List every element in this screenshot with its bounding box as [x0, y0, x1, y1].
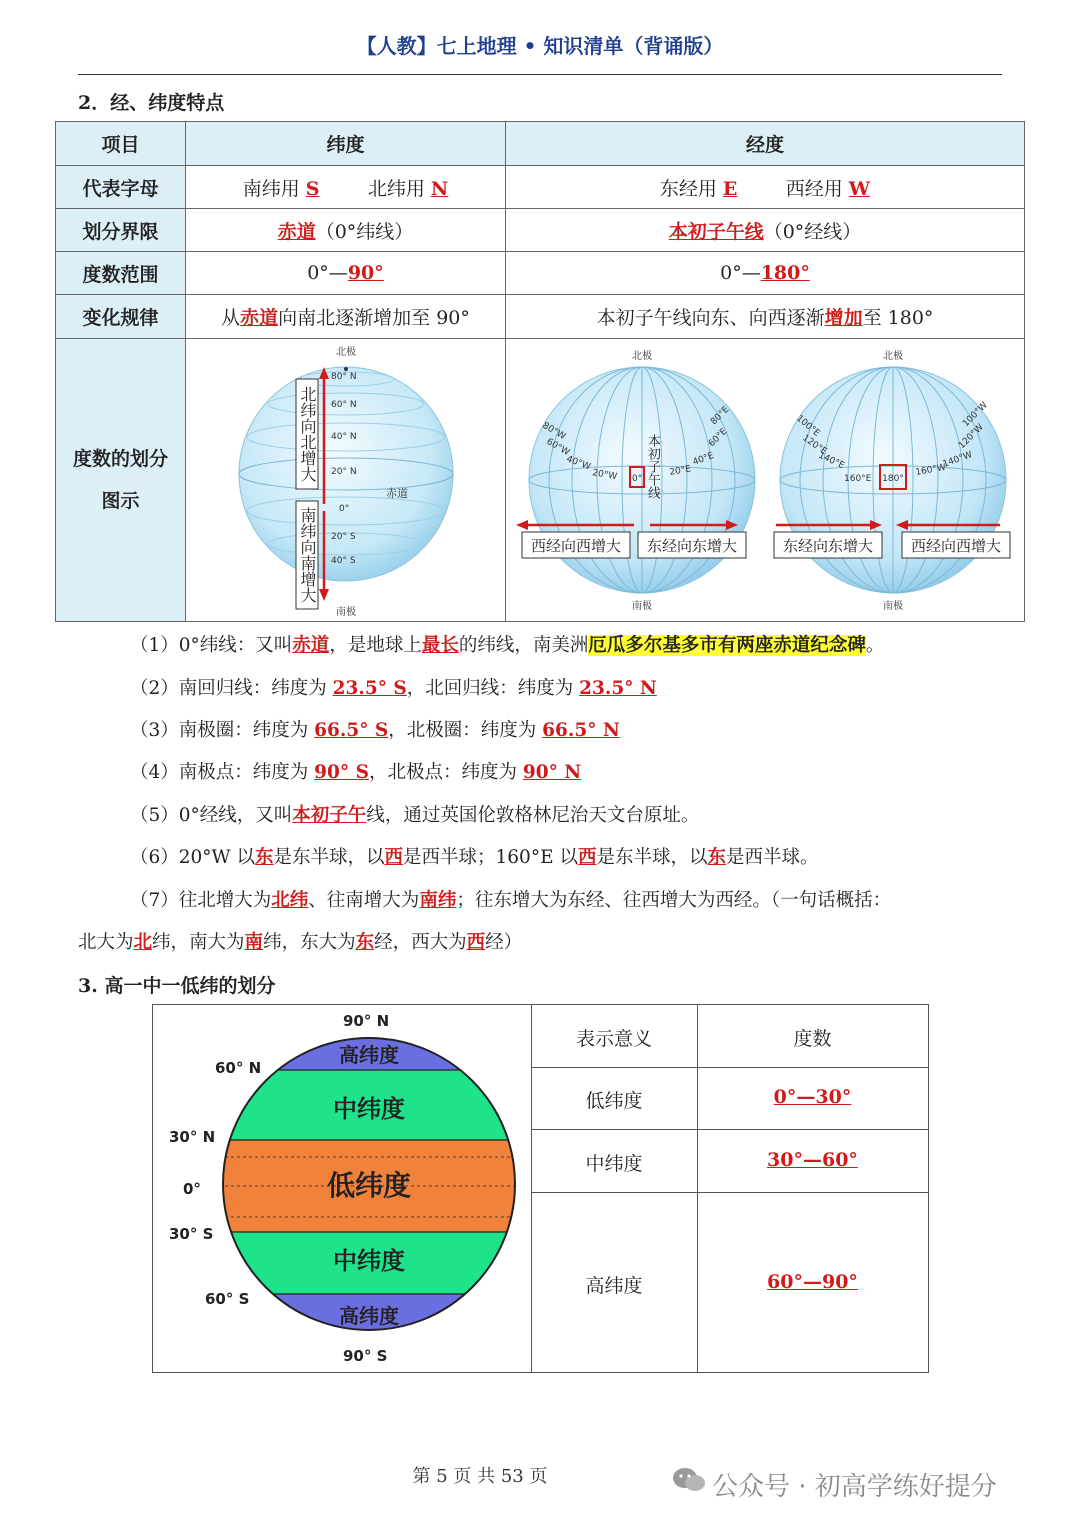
diagram-label-1: 度数的划分	[72, 448, 168, 470]
diagram-label-2: 图示	[101, 490, 140, 512]
note-5: （5）0°经线，又叫本初子午线，通过英国伦敦格林尼治天文台原址。	[130, 805, 700, 826]
lat-boundary-note: （0°纬线）	[315, 220, 414, 243]
lon1-south-pole: 南极	[632, 601, 652, 612]
lon1-right-box: 东经向东增大	[646, 537, 738, 555]
lat-north-box: 北纬向北增大	[298, 386, 317, 482]
lon1-meridian-label: 本初子午线	[645, 434, 660, 499]
lat-tick-40n: 40° N	[331, 432, 357, 442]
divider	[697, 1005, 698, 1372]
lon-rule-answer: 增加	[824, 307, 863, 329]
lon1-tick-40w: 40°W	[564, 454, 592, 473]
lon-range-cell	[506, 252, 1025, 295]
note-1: （1）0°纬线：又叫赤道，是地球上最长的纬线，南美洲厄瓜多尔基多市有两座赤道纪念碑。	[130, 635, 885, 656]
longitude-globes-diagram	[506, 339, 1023, 620]
lon2-tick-100e: 100°E	[794, 413, 822, 439]
lon1-left-box: 西经向西增大	[530, 537, 622, 555]
label-0: 0°	[183, 1180, 201, 1198]
row-rule	[56, 295, 1025, 339]
col-header-latitude: 纬度	[186, 122, 506, 166]
col-header-longitude: 经度	[506, 122, 1025, 166]
lon2-tick-100w: 100°W	[961, 400, 990, 430]
lon-range-answer: 180°	[760, 262, 810, 284]
globe-180-meridian	[774, 349, 1010, 612]
lat-rule-cell	[186, 295, 506, 339]
header-divider	[78, 74, 1002, 75]
lon-w-prefix: 西经用	[785, 177, 843, 200]
wechat-icon	[672, 1466, 706, 1494]
zone-row-low-value: 0°—30°	[773, 1086, 852, 1108]
row-label: 划分界限	[56, 209, 186, 252]
col-header-item: 项目	[56, 122, 186, 166]
note-1-answer-2: 最长	[421, 635, 459, 656]
lat-north-pole-label: 北极	[336, 347, 356, 358]
zone-row-high-name: 高纬度	[585, 1275, 643, 1297]
band-high-south: 高纬度	[339, 1304, 399, 1328]
lat-tick-0: 0°	[339, 504, 350, 514]
globe-east-west-of-prime-meridian	[516, 349, 755, 612]
zone-row-mid-name: 中纬度	[585, 1153, 643, 1175]
section-3-title: 3. 高一中一低纬的划分	[78, 975, 276, 997]
note-4-answer-2: 90° N	[522, 762, 582, 783]
lon1-tick-20w: 20°W	[591, 468, 618, 483]
lat-tick-60n: 60° N	[331, 400, 357, 410]
band-low: 低纬度	[326, 1169, 412, 1202]
note-3-answer-1: 66.5° S	[314, 720, 389, 741]
zone-row-high-value: 60°—90°	[767, 1271, 858, 1293]
zone-row-mid-value: 30°—60°	[767, 1149, 858, 1171]
lon1-tick-80e: 80°E	[709, 404, 732, 428]
row-label	[56, 339, 186, 622]
lon2-tick-120e: 120°E	[800, 433, 829, 458]
row-boundary	[56, 209, 1025, 252]
lon1-north-pole: 北极	[632, 351, 652, 362]
zone-row-low-name: 低纬度	[585, 1090, 643, 1112]
lon-e-answer: E	[722, 177, 738, 200]
lat-south-pole-label: 南极	[336, 607, 356, 618]
lon1-tick-80w: 80°W	[540, 420, 568, 443]
note-5-answer-1: 本初子午	[292, 805, 367, 826]
label-90s: 90° S	[343, 1347, 388, 1365]
label-30s: 30° S	[169, 1225, 214, 1243]
lat-lon-table	[55, 121, 1025, 622]
lon-rule-b: 至 180°	[862, 307, 934, 329]
lon-rule-a: 本初子午线向东、向西逐渐	[596, 307, 825, 329]
lat-tick-20n: 20° N	[331, 467, 357, 477]
band-high-north: 高纬度	[339, 1043, 399, 1067]
note-4: （4）南极点：纬度为 90° S，北极点：纬度为 90° N	[130, 762, 582, 783]
lat-boundary-cell	[186, 209, 506, 252]
lon2-north-pole: 北极	[883, 351, 903, 362]
lon2-tick-160w: 160°W	[914, 462, 947, 478]
section-2-title: 2．经、纬度特点	[78, 92, 225, 114]
note-2-answer-1: 23.5° S	[332, 678, 407, 699]
note-3-answer-2: 66.5° N	[542, 720, 620, 741]
lat-rule-b: 向南北逐渐增加至 90°	[278, 307, 470, 329]
lat-letters-cell	[186, 166, 506, 209]
label-90n: 90° N	[343, 1012, 390, 1030]
note-7-continued: 北大为北纬，南大为南纬，东大为东经，西大为西经）	[78, 932, 523, 953]
divider	[531, 1067, 928, 1068]
note-2: （2）南回归线：纬度为 23.5° S，北回归线：纬度为 23.5° N	[130, 678, 657, 699]
lon2-left-box: 东经向东增大	[782, 537, 874, 555]
lat-s-prefix: 南纬用	[242, 177, 300, 200]
note-4-answer-1: 90° S	[314, 762, 369, 783]
lon1-tick-60w: 60°W	[544, 436, 572, 459]
lon-w-answer: W	[848, 177, 871, 200]
lat-south-box: 南纬向南增大	[298, 507, 317, 603]
divider	[531, 1192, 928, 1193]
lat-tick-20s: 20° S	[331, 532, 356, 542]
row-label: 变化规律	[56, 295, 186, 339]
lon2-south-pole: 南极	[883, 601, 903, 612]
lon-boundary-answer: 本初子午线	[668, 220, 764, 243]
lat-boundary-answer: 赤道	[277, 220, 316, 243]
lat-range-answer: 90°	[347, 262, 384, 284]
lat-rule-answer: 赤道	[240, 307, 279, 329]
lat-range-cell	[186, 252, 506, 295]
lon-letters-cell	[506, 166, 1025, 209]
note-2-answer-2: 23.5° N	[579, 678, 657, 699]
lat-equator-label: 赤道	[386, 487, 408, 500]
label-60s: 60° S	[205, 1290, 250, 1308]
lon1-center-label: 0°	[632, 474, 643, 484]
page-number: 第 5 页 共 53 页	[412, 1466, 548, 1487]
note-6: （6）20°W 以东是东半球，以西是西半球；160°E 以西是东半球，以东是西半球。	[130, 847, 819, 868]
lon-rule-cell	[506, 295, 1025, 339]
label-30n: 30° N	[169, 1128, 216, 1146]
lon2-tick-160e: 160°E	[844, 474, 872, 484]
watermark: 公众号 · 初高学练好提分	[712, 1472, 997, 1502]
lon2-right-box: 西经向西增大	[910, 537, 1002, 555]
latitude-zones-box	[152, 1004, 929, 1373]
band-mid-south: 中纬度	[333, 1247, 405, 1275]
lon-boundary-cell	[506, 209, 1025, 252]
lat-n-prefix: 北纬用	[367, 177, 425, 200]
lat-diagram-cell	[186, 339, 506, 622]
divider	[531, 1129, 928, 1130]
label-60n: 60° N	[215, 1059, 262, 1077]
row-label: 度数范围	[56, 252, 186, 295]
lon1-tick-20e: 20°E	[668, 464, 692, 478]
latitude-zones-globe	[153, 1005, 531, 1372]
page-header-title: 【人教】七上地理 • 知识清单（背诵版）	[356, 34, 724, 58]
lat-tick-40s: 40° S	[331, 556, 356, 566]
band-mid-north: 中纬度	[333, 1095, 405, 1123]
lon-diagram-cell	[506, 339, 1025, 622]
lon-range-prefix: 0°—	[720, 262, 761, 284]
lon-boundary-note: （0°经线）	[763, 220, 862, 243]
lon2-tick-140e: 140°E	[816, 450, 846, 472]
note-1-highlight: 厄瓜多尔基多市有两座赤道纪念碑	[588, 635, 866, 656]
lon2-tick-120w: 120°W	[957, 422, 986, 452]
lat-rule-a: 从	[221, 307, 241, 329]
lat-s-answer: S	[305, 177, 320, 200]
lon-e-prefix: 东经用	[659, 177, 717, 200]
latitude-globe-diagram	[186, 339, 504, 620]
zone-table-header-degree: 度数	[793, 1028, 832, 1050]
lon2-center-label: 180°	[882, 474, 904, 484]
row-range	[56, 252, 1025, 295]
north-pole-dot	[344, 367, 348, 371]
note-7: （7）往北增大为北纬、往南增大为南纬；往东增大为东经、往西增大为西经。（一句话概括：	[130, 890, 892, 911]
lat-n-answer: N	[430, 177, 449, 200]
note-1-answer-1: 赤道	[292, 635, 330, 656]
note-3: （3）南极圈：纬度为 66.5° S，北极圈：纬度为 66.5° N	[130, 720, 620, 741]
row-letters	[56, 166, 1025, 209]
lon2-tick-140w: 140°W	[941, 449, 974, 470]
lat-range-prefix: 0°—	[307, 262, 348, 284]
divider	[531, 1005, 532, 1372]
row-diagram	[56, 339, 1025, 622]
lon1-tick-40e: 40°E	[691, 451, 716, 468]
row-label: 代表字母	[56, 166, 186, 209]
lat-tick-80n: 80° N	[331, 372, 357, 382]
zone-table-header-meaning: 表示意义	[575, 1028, 652, 1050]
lon1-tick-60e: 60°E	[707, 426, 730, 450]
